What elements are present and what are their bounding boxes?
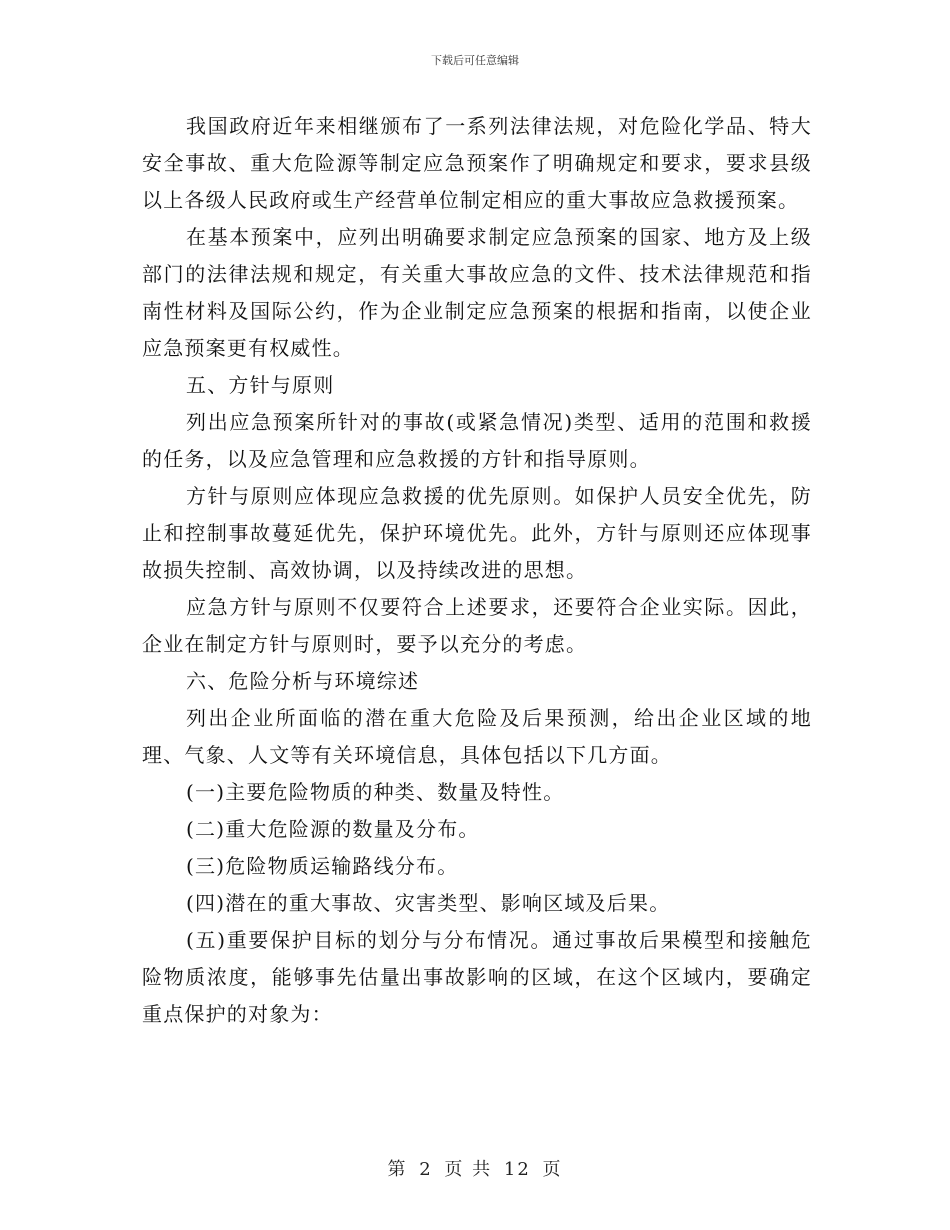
paragraph-practice: 应急方针与原则不仅要符合上述要求，还要符合企业实际。因此，企业在制定方针与原则时，要予以充分的考虑。 [142,595,812,656]
footer-suffix: 页 [542,1159,563,1180]
header-note: 下载后可任意编辑 [431,54,519,67]
list-item-3: (三)危险物质运输路线分布。 [186,854,459,878]
page-footer [0,1155,950,1181]
document-body [142,108,812,1033]
current-page-number: 2 [419,1159,433,1180]
paragraph-hazard-intro: 列出企业所面临的潜在重大危险及后果预测，给出企业区域的地理、气象、人文等有关环境信息，具体包括以下几方面。 [142,706,812,767]
list-item-2: (二)重大危险源的数量及分布。 [186,817,480,841]
paragraph-basic-plan: 在基本预案中，应列出明确要求制定应急预案的国家、地方及上级部门的法律法规和规定，有关重大事故应急的文件、技术法律规范和指南性材料及国际公约，作为企业制定应急预案的根据和指南，以使企业应急预案更有权威性。 [142,225,812,360]
footer-mid: 页 共 [444,1159,493,1180]
paragraph-regulations: 我国政府近年来相继颁布了一系列法律法规，对危险化学品、特大安全事故、重大危险源等制定应急预案作了明确规定和要求，要求县级以上各级人民政府或生产经营单位制定相应的重大事故应急救援预案。 [142,114,812,212]
list-item-1: (一)主要危险物质的种类、数量及特性。 [186,780,565,804]
section-heading-principles: 五、方针与原则 [186,373,335,397]
list-item-4: (四)潜在的重大事故、灾害类型、影响区域及后果。 [186,891,671,915]
total-pages-number: 12 [503,1159,531,1180]
paragraph-scope: 列出应急预案所针对的事故(或紧急情况)类型、适用的范围和救援的任务，以及应急管理和应急救援的方针和指导原则。 [142,410,812,471]
footer-prefix: 第 [387,1159,408,1180]
list-item-5: (五)重要保护目标的划分与分布情况。通过事故后果模型和接触危险物质浓度，能够事先估量出事故影响的区域，在这个区域内，要确定重点保护的对象为： [142,928,812,1026]
paragraph-priority: 方针与原则应体现应急救援的优先原则。如保护人员安全优先，防止和控制事故蔓延优先，保护环境优先。此外，方针与原则还应体现事故损失控制、高效协调，以及持续改进的思想。 [142,484,812,582]
section-heading-hazard-analysis: 六、危险分析与环境综述 [186,669,420,693]
